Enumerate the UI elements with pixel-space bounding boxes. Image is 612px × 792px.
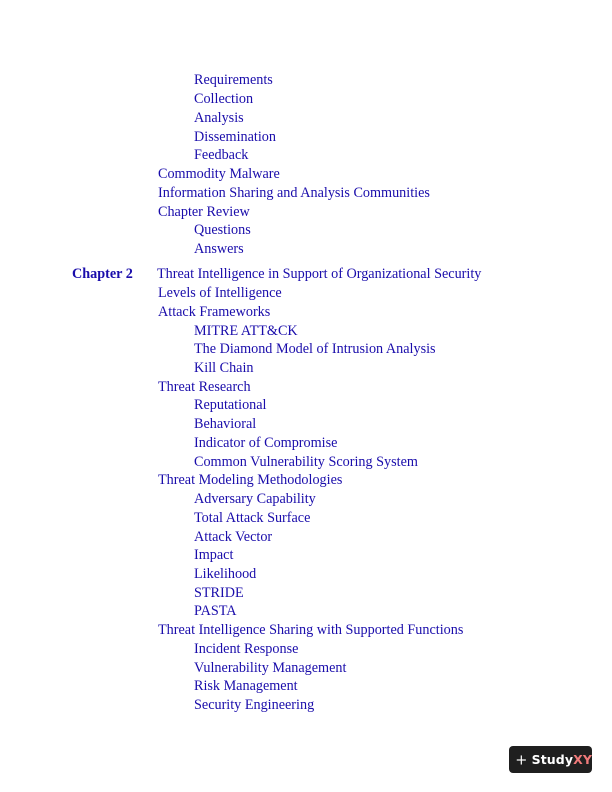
toc-link-security-engineering[interactable]: Security Engineering	[194, 697, 315, 713]
toc-link-ti-sharing[interactable]: Threat Intelligence Sharing with Supported Functions	[158, 622, 464, 638]
toc-link-incident-response[interactable]: Incident Response	[194, 641, 299, 657]
toc-link-cvss[interactable]: Common Vulnerability Scoring System	[194, 454, 418, 470]
toc-link-total-attack-surface[interactable]: Total Attack Surface	[194, 510, 311, 526]
toc-link-impact[interactable]: Impact	[194, 547, 234, 563]
toc-link-collection[interactable]: Collection	[194, 91, 254, 107]
toc-link-kill-chain[interactable]: Kill Chain	[194, 360, 254, 376]
toc-link-likelihood[interactable]: Likelihood	[194, 566, 257, 582]
toc-link-commodity-malware[interactable]: Commodity Malware	[158, 166, 280, 182]
toc-link-threat-research[interactable]: Threat Research	[158, 379, 251, 395]
toc-link-questions[interactable]: Questions	[194, 222, 251, 238]
toc-link-pasta[interactable]: PASTA	[194, 603, 237, 619]
toc-link-dissemination[interactable]: Dissemination	[194, 129, 276, 145]
toc-link-attack-vector[interactable]: Attack Vector	[194, 529, 273, 545]
toc-link-feedback[interactable]: Feedback	[194, 147, 249, 163]
toc-link-answers[interactable]: Answers	[194, 241, 244, 257]
toc-link-requirements[interactable]: Requirements	[194, 72, 273, 88]
toc-link-vulnerability-management[interactable]: Vulnerability Management	[194, 660, 347, 676]
toc-link-analysis[interactable]: Analysis	[194, 110, 244, 126]
plus-icon	[516, 753, 527, 767]
toc-link-indicator-of-compromise[interactable]: Indicator of Compromise	[194, 435, 338, 451]
chapter-2-label: Chapter 2	[72, 266, 133, 282]
studyxy-badge[interactable]	[509, 746, 592, 773]
toc-link-adversary-capability[interactable]: Adversary Capability	[194, 491, 316, 507]
studyxy-logo-text: StudyXY	[531, 752, 592, 767]
toc-link-reputational[interactable]: Reputational	[194, 397, 267, 413]
toc-link-info-sharing[interactable]: Information Sharing and Analysis Communities	[158, 185, 430, 201]
chapter-2-title-link[interactable]: Threat Intelligence in Support of Organizational Security	[157, 266, 482, 282]
toc-link-behavioral[interactable]: Behavioral	[194, 416, 257, 432]
toc-link-mitre-attack[interactable]: MITRE ATT&CK	[194, 323, 298, 339]
toc-link-risk-management[interactable]: Risk Management	[194, 678, 298, 694]
toc-link-stride[interactable]: STRIDE	[194, 585, 244, 601]
toc-link-levels-of-intelligence[interactable]: Levels of Intelligence	[158, 285, 282, 301]
toc-link-diamond-model[interactable]: The Diamond Model of Intrusion Analysis	[194, 341, 436, 357]
toc-link-threat-modeling[interactable]: Threat Modeling Methodologies	[158, 472, 343, 488]
toc-link-chapter-review[interactable]: Chapter Review	[158, 204, 250, 220]
toc-link-attack-frameworks[interactable]: Attack Frameworks	[158, 304, 271, 320]
